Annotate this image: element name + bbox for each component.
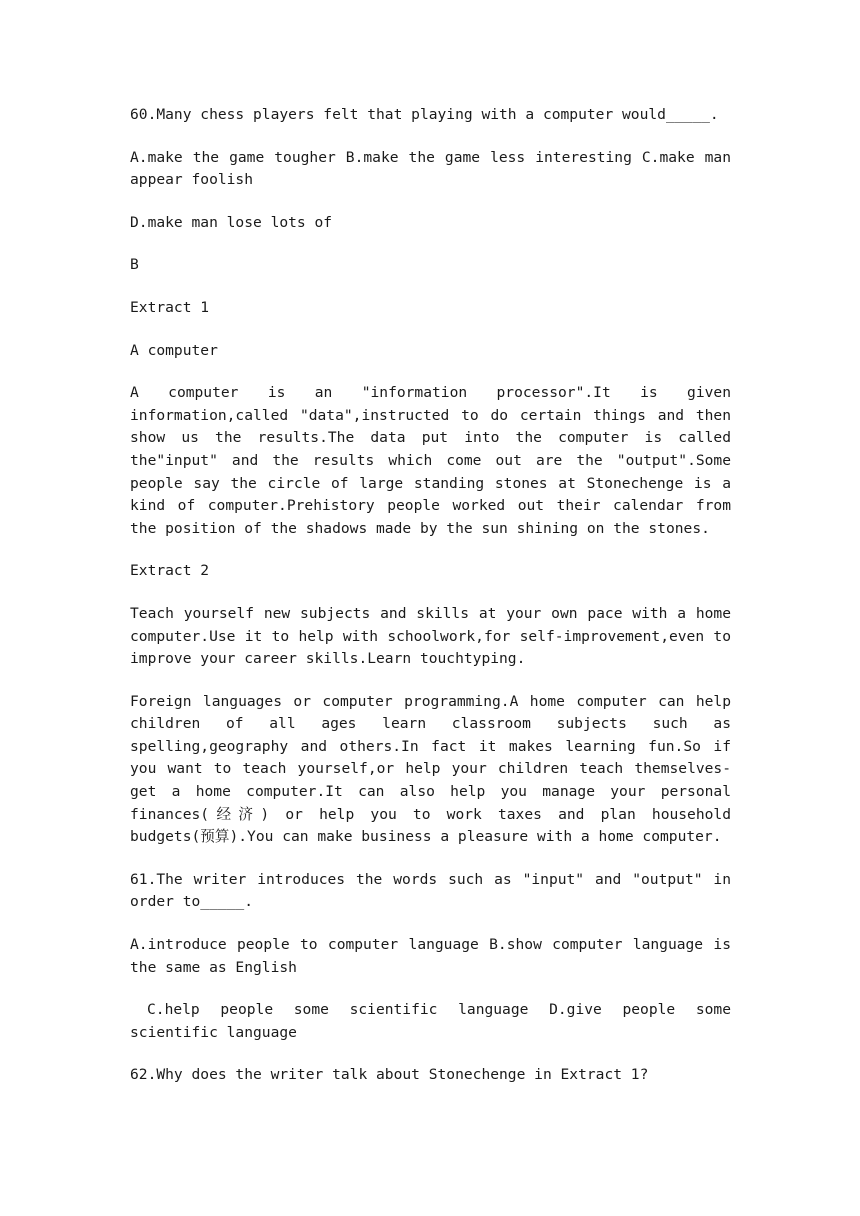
question-61-options-cd: C.help people some scientific language D.give people some scientific language	[130, 1001, 731, 1041]
extract-2-paragraph-2: Foreign languages or computer programming.A home computer can help children of all ages learn classroom subjects such as spelling,geography and others.In fact it makes learning fun.So if you want to teach yourself,or help your children teach themselves-get a home computer.It can also help you manage your personal finances(经济) or help you to work taxes and plan household budgets(预算).You can make business a pleasure with a home computer.	[130, 692, 731, 846]
extract-1-title: A computer	[130, 341, 218, 359]
question-60-option-d: D.make man lose lots of	[130, 213, 333, 231]
extract-1-body: A computer is an "information processor".It is given information,called "data",instructed to do certain things and then show us the results.The data put into the computer is called the"input" and the results which come out are the "output".Some people say the circle of large standing stones at Stonechenge is a kind of computer.Prehistory people worked out their calendar from the position of the shadows made by the sun shining on the stones.	[130, 384, 731, 537]
extract-2-paragraph-1: Teach yourself new subjects and skills at your own pace with a home computer.Use it to help with schoolwork,for self-improvement,even to improve your career skills.Learn touchtyping.	[130, 604, 731, 668]
document-page	[130, 104, 731, 1107]
question-60-answer: B	[130, 256, 139, 274]
question-61-options-ab: A.introduce people to computer language B.show computer language is the same as English	[130, 936, 731, 976]
question-61-stem: 61.The writer introduces the words such as "input" and "output" in order to_____.	[130, 870, 731, 911]
question-60-options-abc: A.make the game tougher B.make the game less interesting C.make man appear foolish	[130, 148, 731, 189]
question-62-stem: 62.Why does the writer talk about Stonechenge in Extract 1?	[130, 1066, 649, 1084]
extract-2-heading: Extract 2	[130, 562, 210, 580]
extract-1-heading: Extract 1	[130, 298, 210, 316]
question-60-stem: 60.Many chess players felt that playing with a computer would_____.	[130, 106, 719, 123]
